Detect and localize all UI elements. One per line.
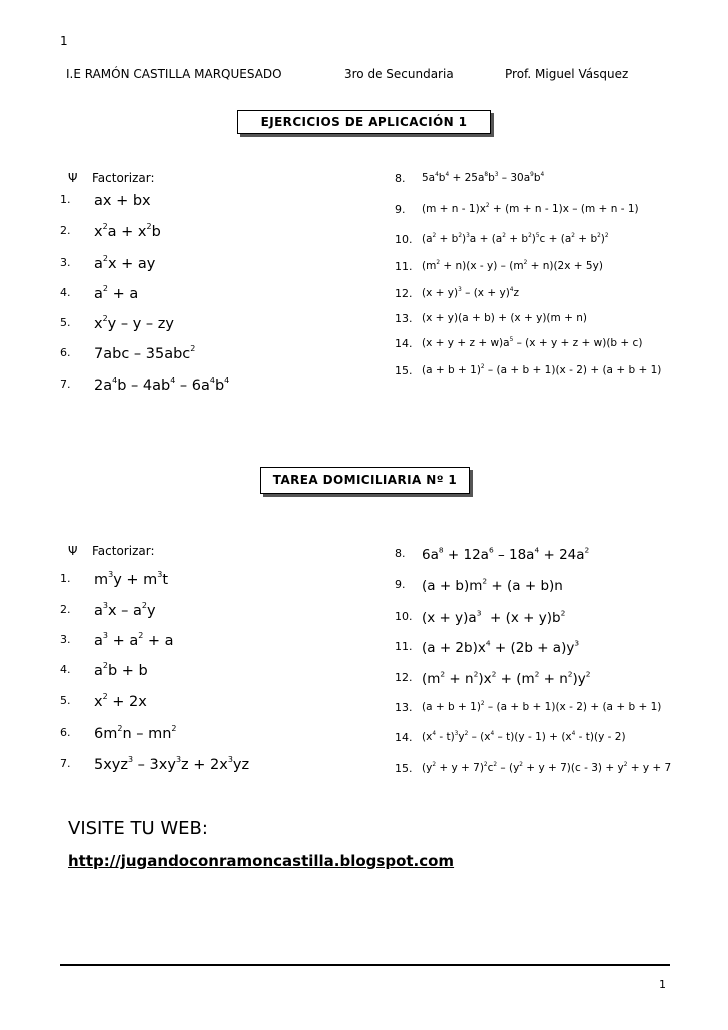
exercise-expression: $m^3y + m^3t$ — [94, 570, 169, 588]
exercise-expression: $(x^4 - t)^3y^2 - (x^4 - t)(y - 1) + (x^4 - t)(y - 2)$ — [422, 731, 626, 743]
exercise-number: 9. — [395, 578, 406, 591]
exercise-number: 6. — [60, 346, 71, 359]
exercise-number: 13. — [395, 701, 413, 714]
exercise-expression: $(m + n - 1)x^2 + (m + n - 1)x - (m + n - 1)$ — [422, 203, 639, 215]
exercise-number: 2. — [60, 224, 71, 237]
exercise-number: 2. — [60, 603, 71, 616]
exercise-number: 11. — [395, 640, 413, 653]
exercise-number: 10. — [395, 610, 413, 623]
exercise-number: 5. — [60, 316, 71, 329]
exercise-expression: $a^2x$ + ay — [94, 254, 156, 272]
exercise-number: 13. — [395, 312, 413, 325]
exercise-number: 12. — [395, 671, 413, 684]
exercise-expression: $(x + y)^3 - (x + y)^4z$ — [422, 287, 519, 299]
school-name: I.E RAMÓN CASTILLA MARQUESADO — [66, 67, 282, 81]
exercise-expression: $(a + b + 1)^2 - (a + b + 1)(x - 2) + (a + b + 1)$ — [422, 701, 662, 713]
exercise-number: 5. — [60, 694, 71, 707]
exercise-expression: $5xyz^3 - 3xy^3z + 2x^3yz$ — [94, 755, 250, 773]
instruction-label: Factorizar: — [92, 544, 155, 558]
exercise-number: 1. — [60, 193, 71, 206]
exercise-expression: $(m^2 + n^2)x^2 + (m^2 + n^2)y^2$ — [422, 669, 591, 687]
exercise-number: 11. — [395, 260, 413, 273]
section2-title-box — [260, 467, 470, 494]
exercise-number: 4. — [60, 663, 71, 676]
exercise-number: 3. — [60, 633, 71, 646]
exercise-number: 7. — [60, 378, 71, 391]
grade-label: 3ro de Secundaria — [344, 67, 454, 81]
psi-bullet-icon: Ψ — [68, 544, 78, 558]
exercise-expression: $(a + b)m^2 + (a + b)n$ — [422, 576, 563, 594]
exercise-expression: $x^2a + x^2b$ — [94, 222, 161, 240]
exercise-number: 6. — [60, 726, 71, 739]
exercise-expression: $(m^2 + n)(x - y) - (m^2 + n)(2x + 5y)$ — [422, 260, 603, 272]
exercise-number: 1. — [60, 572, 71, 585]
exercise-expression: $2a^4b - 4ab^4 - 6a^4b^4$ — [94, 376, 230, 394]
exercise-expression: $6a^8 + 12a^6 - 18a^4 + 24a^2$ — [422, 545, 590, 563]
exercise-expression: $(a^2 + b^2)^3a + (a^2 + b^2)^5c + (a^2 + b^2)^2$ — [422, 233, 609, 245]
exercise-number: 10. — [395, 233, 413, 246]
exercise-expression: $(x + y)a^3 + (x + y)b^2$ — [422, 608, 566, 626]
exercise-expression: $(x + y + z + w)a^5 - (x + y + z + w)(b + c)$ — [422, 337, 643, 349]
exercise-expression: $(a + 2b)x^4 + (2b + a)y^3$ — [422, 638, 580, 656]
instruction-label: Factorizar: — [92, 171, 155, 185]
exercise-number: 3. — [60, 256, 71, 269]
exercise-expression: $5a^4b^4 + 25a^8b^3 - 30a^9b^4$ — [422, 172, 545, 184]
exercise-number: 8. — [395, 547, 406, 560]
section1-title-box — [237, 110, 491, 134]
footer-rule — [60, 964, 670, 966]
exercise-expression: $a^3x - a^2y$ — [94, 601, 156, 619]
exercise-expression: 7abc – 35abc$^2$ — [94, 344, 196, 362]
teacher-name: Prof. Miguel Vásquez — [505, 67, 629, 81]
section2-title: TAREA DOMICILIARIA Nº 1 — [272, 473, 458, 487]
visit-web-label: VISITE TU WEB: — [68, 818, 208, 839]
exercise-number: 14. — [395, 731, 413, 744]
section1-title: EJERCICIOS DE APLICACIÓN 1 — [260, 115, 468, 129]
exercise-expression: (x + y)(a + b) + (x + y)(m + n) — [422, 312, 587, 324]
exercise-number: 15. — [395, 762, 413, 775]
exercise-number: 7. — [60, 757, 71, 770]
exercise-expression: $a^2b + b$ — [94, 661, 148, 679]
exercise-number: 9. — [395, 203, 406, 216]
exercise-expression: ax + bx — [94, 193, 151, 209]
exercise-expression: $6m^2n - mn^2$ — [94, 724, 177, 742]
page-number-top: 1 — [60, 34, 68, 48]
exercise-expression: $x^2y$ – y – zy — [94, 314, 174, 332]
exercise-number: 12. — [395, 287, 413, 300]
exercise-expression: $(a + b + 1)^2 - (a + b + 1)(x - 2) + (a + b + 1)$ — [422, 364, 662, 376]
exercise-expression: $(y^2 + y + 7)^2c^2 - (y^2 + y + 7)(c - 3) + y^2 + y + 7$ — [422, 762, 672, 774]
website-link[interactable]: http://jugandoconramoncastilla.blogspot.com — [68, 852, 455, 870]
exercise-number: 4. — [60, 286, 71, 299]
exercise-expression: $x^2 + 2x$ — [94, 692, 147, 710]
exercise-number: 15. — [395, 364, 413, 377]
page-number-bottom: 1 — [659, 978, 666, 991]
exercise-number: 14. — [395, 337, 413, 350]
exercise-number: 8. — [395, 172, 406, 185]
exercise-expression: $a^3 + a^2 + a$ — [94, 631, 174, 649]
exercise-expression: $a^2 + a$ — [94, 284, 139, 302]
psi-bullet-icon: Ψ — [68, 171, 78, 185]
